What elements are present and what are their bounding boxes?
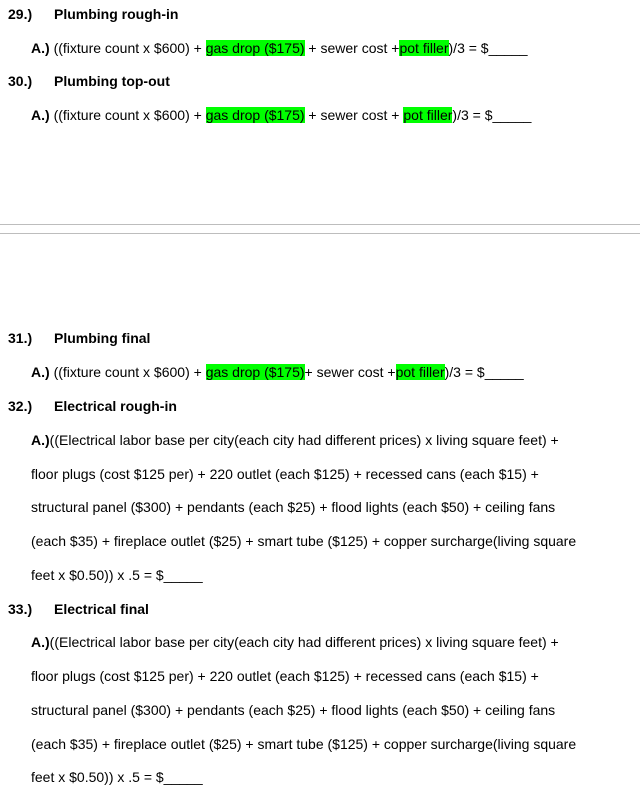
item-33-formula-line-3: structural panel ($300) + pendants (each $25) + flood lights (each $50) + ceiling fans: [31, 702, 556, 718]
item-number: 31.): [8, 330, 33, 346]
highlight-pot-filler: pot filler: [403, 107, 453, 123]
item-31-formula: [31, 364, 524, 380]
item-29-formula: [31, 40, 528, 56]
formula-text: )/3 = $_____: [444, 364, 524, 380]
formula-text: + sewer cost +: [304, 364, 396, 380]
answer-label: A.): [31, 107, 50, 123]
formula-text: ((fixture count x $600) +: [53, 107, 206, 123]
formula-text: + sewer cost +: [304, 107, 404, 123]
item-32-formula-line-3: structural panel ($300) + pendants (each $25) + flood lights (each $50) + ceiling fans: [31, 499, 556, 515]
item-number: 32.): [8, 398, 33, 414]
highlight-pot-filler: pot filler: [395, 364, 445, 380]
highlight-gas-drop: gas drop ($175): [205, 107, 305, 123]
page-break-bottom: [0, 233, 640, 234]
item-32-formula-line-5: feet x $0.50)) x .5 = $_____: [31, 567, 203, 583]
formula-text: + sewer cost +: [304, 40, 400, 56]
formula-text: ((fixture count x $600) +: [53, 40, 206, 56]
item-33-formula-line-2: floor plugs (cost $125 per) + 220 outlet (each $125) + recessed cans (each $15) +: [31, 668, 539, 684]
item-title: Plumbing final: [54, 330, 151, 346]
item-30-heading: [8, 73, 170, 89]
answer-label: A.): [31, 364, 50, 380]
item-33-formula-line-1: [31, 634, 559, 650]
item-number: 33.): [8, 601, 33, 617]
item-33-formula-line-4: (each $35) + fireplace outlet ($25) + smart tube ($125) + copper surcharge(living square: [31, 736, 577, 752]
highlight-gas-drop: gas drop ($175): [205, 364, 305, 380]
formula-text: )/3 = $_____: [452, 107, 532, 123]
item-33-formula-line-5: feet x $0.50)) x .5 = $_____: [31, 769, 203, 785]
item-32-heading: [8, 398, 177, 414]
item-number: 29.): [8, 6, 33, 22]
item-32-formula-line-2: floor plugs (cost $125 per) + 220 outlet (each $125) + recessed cans (each $15) +: [31, 466, 539, 482]
answer-label: A.): [31, 40, 50, 56]
item-number: 30.): [8, 73, 33, 89]
page-break-top: [0, 224, 640, 225]
formula-text: ((fixture count x $600) +: [53, 364, 206, 380]
highlight-gas-drop: gas drop ($175): [205, 40, 305, 56]
highlight-pot-filler: pot filler: [399, 40, 449, 56]
item-33-heading: [8, 601, 149, 617]
item-title: Plumbing rough-in: [54, 6, 179, 22]
answer-label: A.): [31, 634, 50, 650]
answer-label: A.): [31, 432, 50, 448]
formula-text: ((Electrical labor base per city(each city had different prices) x living square feet) +: [49, 432, 559, 448]
item-31-heading: [8, 330, 150, 346]
item-title: Electrical final: [54, 601, 149, 617]
formula-text: )/3 = $_____: [448, 40, 528, 56]
item-32-formula-line-1: [31, 432, 559, 448]
item-30-formula: [31, 107, 531, 123]
item-29-heading: [8, 6, 178, 22]
item-32-formula-line-4: (each $35) + fireplace outlet ($25) + smart tube ($125) + copper surcharge(living square: [31, 533, 577, 549]
item-title: Electrical rough-in: [54, 398, 177, 414]
formula-text: ((Electrical labor base per city(each city had different prices) x living square feet) +: [49, 634, 559, 650]
item-title: Plumbing top-out: [54, 73, 170, 89]
